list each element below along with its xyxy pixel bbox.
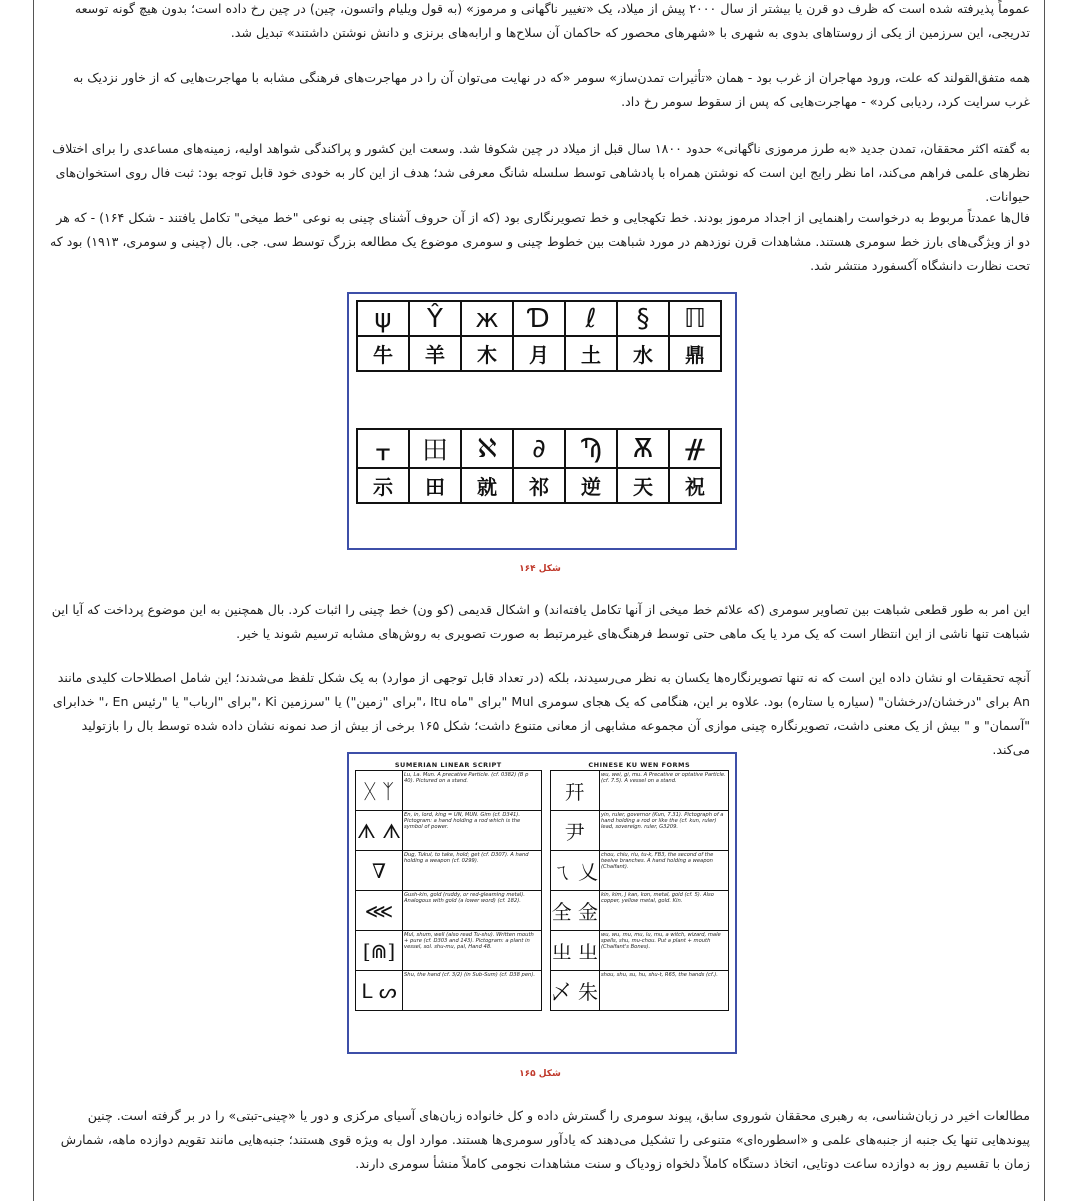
paragraph-5: این امر به طور قطعی شباهت بین تصاویر سومری (که علائم خط میخی از آنها تکامل یافته‌اند) و اشکال قدیمی (کو ون) خط چینی را اثبات کرد. بال همچنین به این موضوع پرداخت که آیا این شباهت تنها ناشی از این انتظار است که یک مرد یا یک ماهی حتی توسط فرهنگ‌های غیرمرتبط به صورت تصویری به روش‌های مشابه ترسیم شوند یا خیر. [51, 602, 1030, 641]
ancient-glyph: 田 [409, 429, 461, 468]
table-row [356, 971, 729, 1011]
chinese-glyph: ㄟ 乂 [550, 851, 599, 891]
sumerian-note: En, in, lord, king = UN, MUN. Gim (cf. D341). Pictogram: a hand holding a rod which is the symbol of power. [403, 811, 542, 851]
table-row [356, 891, 729, 931]
ancient-glyph: ℵ [461, 429, 513, 468]
figure-165-comparison-table [347, 752, 737, 1054]
sumerian-column-header: SUMERIAN LINEAR SCRIPT [356, 760, 542, 771]
modern-character: 逆 [565, 468, 617, 503]
modern-character: 祝 [669, 468, 721, 503]
paragraph-4: فال‌ها عمدتاً مربوط به درخواست راهنمایی از اجداد مرموز بودند. خط تکهجایی و خط تصویرنگاری بود (که از آن حروف آشنای چینی به نوعی "خط میخی" تکامل یافتند - شکل ۱۶۴) - که هر دو از ویژگی‌های بارز خط سومری هستند. مشاهدات قرن نوزدهم در مورد شباهت بین خطوط چینی و سومری موضوع یک مطالعه بزرگ توسط سی. جی. بال (چینی و سومری، ۱۹۱۳) بود که تحت نظارت دانشگاه آکسفورد منتشر شد. [50, 210, 1030, 273]
ancient-glyph: ж [461, 301, 513, 336]
modern-character: 水 [617, 336, 669, 371]
figure-164-top-group [356, 300, 722, 372]
page-content [33, 0, 1045, 1201]
chinese-note: kin, kim, J kan, kon, metal, gold (cf. 5). Also copper, yellow metal, gold. Kin. [599, 891, 728, 931]
chinese-glyph: 尹 [550, 811, 599, 851]
modern-character: 木 [461, 336, 513, 371]
modern-character: 土 [565, 336, 617, 371]
table-row [356, 811, 729, 851]
chinese-glyph: 㞢 㞢 [550, 931, 599, 971]
figure-164-caption: شکل ۱۶۴ [519, 564, 561, 574]
chinese-note: wu, wu, mu, mu, lu, mu, a witch, wizard, male spells, shu, mu-chou. Put a plant + mouth (Chalfant's Bones). [599, 931, 728, 971]
paragraph-3: به گفته اکثر محققان، تمدن جدید «به طرز مرموزی ناگهانی» حدود ۱۸۰۰ سال قبل از میلاد در چین شکوفا شد. وسعت این کشور و پراکندگی شواهد اولیه، زمینه‌های مساعدی را برای اختلاف نظرهای علمی فراهم می‌کند، اما نظر رایج این است که نوشتن همراه با پادشاهی توسط سلسله شانگ معرفی شد؛ هدف از این کار به خودی خود قابل توجه بود: ثبت فال روی استخوان‌های حیوانات. [52, 141, 1030, 204]
sumerian-glyph: ᗑ ᗑ [356, 811, 403, 851]
modern-character: 牛 [357, 336, 409, 371]
table-row [356, 771, 729, 811]
table-row [356, 931, 729, 971]
table-row [356, 851, 729, 891]
chinese-glyph: 乄 朱 [550, 971, 599, 1011]
sumerian-chinese-table [355, 760, 729, 1011]
chinese-note: shou, shu, su, hu, shu-t, R65, the hands (cf.). [599, 971, 728, 1011]
sumerian-note: Lu, La. Mun. A precative Particle. (cf. 0382) (B p 40). Pictured on a stand. [403, 771, 542, 811]
modern-character: 示 [357, 468, 409, 503]
modern-character: 羊 [409, 336, 461, 371]
sumerian-note: Shu, the hand (cf. 3/2) (in Sub-Sum) (cf. D38 pen). [403, 971, 542, 1011]
ancient-glyph: ψ [357, 301, 409, 336]
ancient-glyph: Ŷ [409, 301, 461, 336]
modern-character: 田 [409, 468, 461, 503]
sumerian-note: Gush-kin, gold (ruddy, or red-gleaming metal). Analogous with gold (a lower word) (cf. 182). [403, 891, 542, 931]
chinese-note: yin, ruler, governor (Kun, 7.31). Pictograph of a hand holding a rod or like the (cf. kun, ruler) lead, sovereign. ruler, G3209. [599, 811, 728, 851]
modern-character: 天 [617, 468, 669, 503]
chinese-glyph: 全 金 [550, 891, 599, 931]
ancient-glyph: Ϡ [565, 429, 617, 468]
paragraph-2: همه متفق‌القولند که علت، ورود مهاجران از غرب بود - همان «تأثیرات تمدن‌ساز» سومر «که در نهایت می‌توان آن را در مهاجرت‌های فرهنگی مشابه با مهاجرت‌هایی که از خاور نزدیک به غرب سرایت کرد، ردیابی کرد» - مهاجرت‌هایی که پس از سقوط سومر رخ داد. [72, 70, 1030, 109]
figure-164-chart [347, 292, 737, 550]
paragraph-7: مطالعات اخیر در زبان‌شناسی، به رهبری محققان شوروی سابق، پیوند سومری را گسترش داده و کل خانواده زبان‌های آسیای مرکزی و دور یا «چینی-تبتی» را در بر گرفته است. چنین پیوندهایی تنها یک جنبه از جنبه‌های علمی و «اسطوره‌ای» متنوعی را تشکیل می‌دهند که یادآور سومری‌ها هستند. موارد اول به ویژه قوی هستند؛ جنبه‌هایی مانند تقویم دوازده ماهه، شمارش زمان با تقسیم روز به دوازده ساعت دوتایی، اتخاذ دستگاه کاملاً دلخواه زودیاک و سنت مشاهدات نجومی کاملاً منشأ سومری دارند. [60, 1108, 1030, 1171]
ancient-glyph: Ɗ [513, 301, 565, 336]
sumerian-note: Mul, shum, well (also read Tu-shu). Written mouth + pure (cf. D303 and 143). Pictogram: a plant in vessel, sol. shu-mu, pal, Hand 48. [403, 931, 542, 971]
chinese-note: chou, chiu, riu, tu-k, FB3, the second of the twelve branches. A hand holding a weapon (Chalfant). [599, 851, 728, 891]
sumerian-glyph: ᒪ ᔕ [356, 971, 403, 1011]
sumerian-glyph: ᚷ ᛉ [356, 771, 403, 811]
ancient-glyph: ℓ [565, 301, 617, 336]
ancient-glyph: ᚁ [357, 429, 409, 468]
paragraph-1: عموماً پذیرفته شده است که ظرف دو قرن یا بیشتر از سال ۲۰۰۰ پیش از میلاد، یک «تغییر ناگهانی و مرموز» (به قول ویلیام واتسون، چین) در چین رخ داده است؛ بدون هیچ گونه توسعه تدریجی، این سرزمین از یکی از روستاهای بدوی به شهری با «شهرهای محصور که حاکمان آن سلاح‌ها و ارابه‌های برنزی و دانش نوشتن داشتند» تبدیل شد. [74, 1, 1030, 40]
ancient-glyph: ∂ [513, 429, 565, 468]
ancient-glyph: Ѫ [617, 429, 669, 468]
modern-character: 祁 [513, 468, 565, 503]
modern-character: 就 [461, 468, 513, 503]
sumerian-note: Dug, Tukul, to take, hold; get (cf. D307). A hand holding a weapon (cf. 0299). [403, 851, 542, 891]
modern-character: 鼎 [669, 336, 721, 371]
figure-164-bottom-group [356, 428, 722, 504]
sumerian-glyph: [⋒] [356, 931, 403, 971]
sumerian-glyph: ⋘ [356, 891, 403, 931]
chinese-glyph: 幵 [550, 771, 599, 811]
figure-165-caption: شکل ۱۶۵ [519, 1069, 561, 1079]
chinese-note: wu, wei, gi, mu. A Precative or optative Particle. (cf. 7.5). A vessel on a stand. [599, 771, 728, 811]
ancient-glyph: ℿ [669, 301, 721, 336]
modern-character: 月 [513, 336, 565, 371]
sumerian-glyph: ∇ [356, 851, 403, 891]
chinese-column-header: CHINESE KU WEN FORMS [550, 760, 728, 771]
ancient-glyph: § [617, 301, 669, 336]
paragraph-6: آنچه تحقیقات او نشان داده این است که نه تنها تصویرنگاره‌ها یکسان به نظر می‌رسیدند، بلکه (در تعداد قابل توجهی از موارد) به یک شکل تلفظ می‌شدند؛ این شامل اصطلاحات کلیدی مانند An برای "درخشان/درخشان" (سیاره یا ستاره) بود. علاوه بر این، هنگامی که یک هجای سومری Mul "برای "ماه Itu ،"برای "زمین") یا "سرزمین Ki ،"برای "ارباب" یا "رئیس En ،" خدابرای "آسمان" و " بیش از یک معنی داشت، تصویرنگاره چینی موازی آن مجموعه مشابهی از معانی متنوع داشت؛ شکل ۱۶۵ برخی از بیش از صد نمونه نشان داده شده توسط بال را بازتولید می‌کند. [52, 670, 1030, 757]
ancient-glyph: ᚌ [669, 429, 721, 468]
